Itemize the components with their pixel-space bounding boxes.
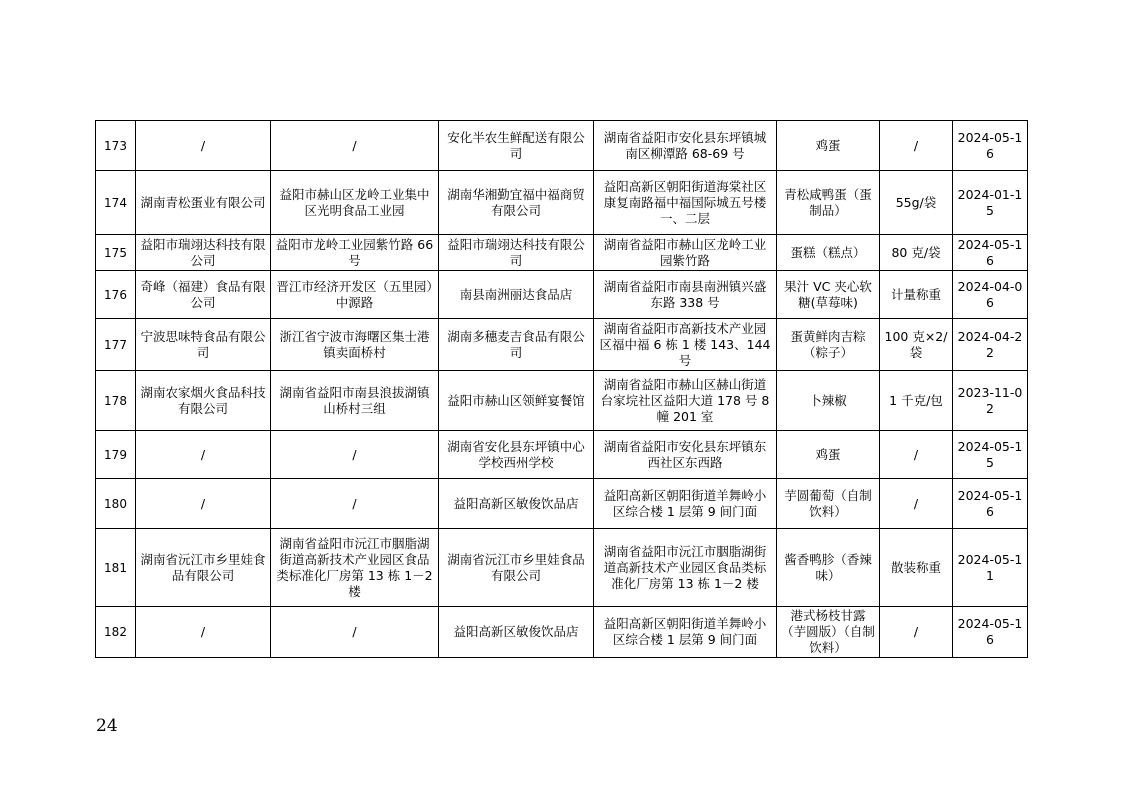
- producer-address-cell: 浙江省宁波市海曙区集士港镇卖面桥村: [271, 319, 439, 371]
- product-spec-cell: 散装称重: [880, 529, 953, 607]
- row-number-cell: 177: [96, 319, 136, 371]
- producer-name-cell: /: [136, 121, 271, 171]
- producer-address-cell: /: [271, 607, 439, 658]
- product-name-cell: 青松咸鸭蛋（蛋制品）: [777, 171, 880, 235]
- row-number-cell: 182: [96, 607, 136, 658]
- production-date-cell: 2024-05-16: [953, 479, 1028, 529]
- product-name-cell: 卜辣椒: [777, 371, 880, 431]
- table-body: [96, 121, 1028, 658]
- product-spec-cell: 80 克/袋: [880, 235, 953, 271]
- table-row: [96, 171, 1028, 235]
- seller-name-cell: 益阳市赫山区领鲜宴餐馆: [439, 371, 594, 431]
- seller-address-cell: 湖南省益阳市安化县东坪镇城南区柳潭路 68-69 号: [594, 121, 777, 171]
- table-row: [96, 607, 1028, 658]
- table-row: [96, 529, 1028, 607]
- product-spec-cell: 100 克×2/袋: [880, 319, 953, 371]
- seller-address-cell: 湖南省益阳市赫山区龙岭工业园紫竹路: [594, 235, 777, 271]
- producer-name-cell: 奇峰（福建）食品有限公司: [136, 271, 271, 319]
- product-name-cell: 鸡蛋: [777, 431, 880, 479]
- product-spec-cell: 1 千克/包: [880, 371, 953, 431]
- seller-name-cell: 湖南华湘勤宜福中福商贸有限公司: [439, 171, 594, 235]
- product-spec-cell: 计量称重: [880, 271, 953, 319]
- table-row: [96, 121, 1028, 171]
- producer-name-cell: 湖南农家烟火食品科技有限公司: [136, 371, 271, 431]
- page-number: 24: [96, 716, 118, 736]
- seller-name-cell: 湖南省沅江市乡里娃食品有限公司: [439, 529, 594, 607]
- seller-address-cell: 湖南省益阳市高新技术产业园区福中福 6 栋 1 楼 143、144 号: [594, 319, 777, 371]
- producer-address-cell: 益阳市龙岭工业园紫竹路 66 号: [271, 235, 439, 271]
- row-number-cell: 178: [96, 371, 136, 431]
- production-date-cell: 2024-05-15: [953, 431, 1028, 479]
- row-number-cell: 173: [96, 121, 136, 171]
- product-name-cell: 蛋黄鲜肉吉粽（粽子）: [777, 319, 880, 371]
- product-spec-cell: 55g/袋: [880, 171, 953, 235]
- production-date-cell: 2023-11-02: [953, 371, 1028, 431]
- product-name-cell: 蛋糕（糕点）: [777, 235, 880, 271]
- seller-name-cell: 南县南洲丽达食品店: [439, 271, 594, 319]
- producer-address-cell: 湖南省益阳市南县浪拔湖镇山桥村三组: [271, 371, 439, 431]
- producer-address-cell: /: [271, 479, 439, 529]
- seller-name-cell: 湖南省安化县东坪镇中心学校西州学校: [439, 431, 594, 479]
- producer-name-cell: 益阳市瑞翊达科技有限公司: [136, 235, 271, 271]
- row-number-cell: 174: [96, 171, 136, 235]
- table-row: [96, 235, 1028, 271]
- seller-name-cell: 益阳高新区敏俊饮品店: [439, 607, 594, 658]
- producer-name-cell: /: [136, 431, 271, 479]
- seller-address-cell: 湖南省益阳市沅江市胭脂湖街道高新技术产业园区食品类标准化厂房第 13 栋 1－2 楼: [594, 529, 777, 607]
- seller-name-cell: 益阳市瑞翊达科技有限公司: [439, 235, 594, 271]
- row-number-cell: 180: [96, 479, 136, 529]
- seller-address-cell: 湖南省益阳市赫山区赫山街道台家垸社区益阳大道 178 号 8 幢 201 室: [594, 371, 777, 431]
- producer-name-cell: /: [136, 479, 271, 529]
- production-date-cell: 2024-05-16: [953, 121, 1028, 171]
- row-number-cell: 175: [96, 235, 136, 271]
- row-number-cell: 179: [96, 431, 136, 479]
- seller-address-cell: 益阳高新区朝阳街道羊舞岭小区综合楼 1 层第 9 间门面: [594, 607, 777, 658]
- seller-address-cell: 益阳高新区朝阳街道羊舞岭小区综合楼 1 层第 9 间门面: [594, 479, 777, 529]
- product-name-cell: 果汁 VC 夹心软糖(草莓味): [777, 271, 880, 319]
- product-spec-cell: /: [880, 431, 953, 479]
- product-spec-cell: /: [880, 607, 953, 658]
- product-name-cell: 鸡蛋: [777, 121, 880, 171]
- product-spec-cell: /: [880, 479, 953, 529]
- sampling-table: [95, 120, 1028, 658]
- seller-name-cell: 湖南多穗麦吉食品有限公司: [439, 319, 594, 371]
- production-date-cell: 2024-04-22: [953, 319, 1028, 371]
- producer-name-cell: 湖南青松蛋业有限公司: [136, 171, 271, 235]
- producer-name-cell: /: [136, 607, 271, 658]
- producer-name-cell: 宁波思味特食品有限公司: [136, 319, 271, 371]
- production-date-cell: 2024-05-16: [953, 235, 1028, 271]
- table-row: [96, 371, 1028, 431]
- production-date-cell: 2024-05-11: [953, 529, 1028, 607]
- production-date-cell: 2024-04-06: [953, 271, 1028, 319]
- table-row: [96, 271, 1028, 319]
- producer-address-cell: /: [271, 431, 439, 479]
- product-name-cell: 港式杨枝甘露（芋圆版）（自制饮料）: [777, 607, 880, 658]
- seller-address-cell: 湖南省益阳市安化县东坪镇东西社区东西路: [594, 431, 777, 479]
- table-row: [96, 431, 1028, 479]
- product-name-cell: 酱香鸭胗（香辣味）: [777, 529, 880, 607]
- row-number-cell: 176: [96, 271, 136, 319]
- producer-address-cell: 晋江市经济开发区（五里园）中源路: [271, 271, 439, 319]
- seller-name-cell: 安化半农生鲜配送有限公司: [439, 121, 594, 171]
- product-name-cell: 芋圆葡萄（自制饮料）: [777, 479, 880, 529]
- seller-address-cell: 益阳高新区朝阳街道海棠社区康复南路福中福国际城五号楼一、二层: [594, 171, 777, 235]
- table-row: [96, 479, 1028, 529]
- seller-name-cell: 益阳高新区敏俊饮品店: [439, 479, 594, 529]
- row-number-cell: 181: [96, 529, 136, 607]
- producer-address-cell: 湖南省益阳市沅江市胭脂湖街道高新技术产业园区食品类标准化厂房第 13 栋 1－2 楼: [271, 529, 439, 607]
- table-row: [96, 319, 1028, 371]
- production-date-cell: 2024-01-15: [953, 171, 1028, 235]
- producer-name-cell: 湖南省沅江市乡里娃食品有限公司: [136, 529, 271, 607]
- product-spec-cell: /: [880, 121, 953, 171]
- producer-address-cell: 益阳市赫山区龙岭工业集中区光明食品工业园: [271, 171, 439, 235]
- producer-address-cell: /: [271, 121, 439, 171]
- seller-address-cell: 湖南省益阳市南县南洲镇兴盛东路 338 号: [594, 271, 777, 319]
- production-date-cell: 2024-05-16: [953, 607, 1028, 658]
